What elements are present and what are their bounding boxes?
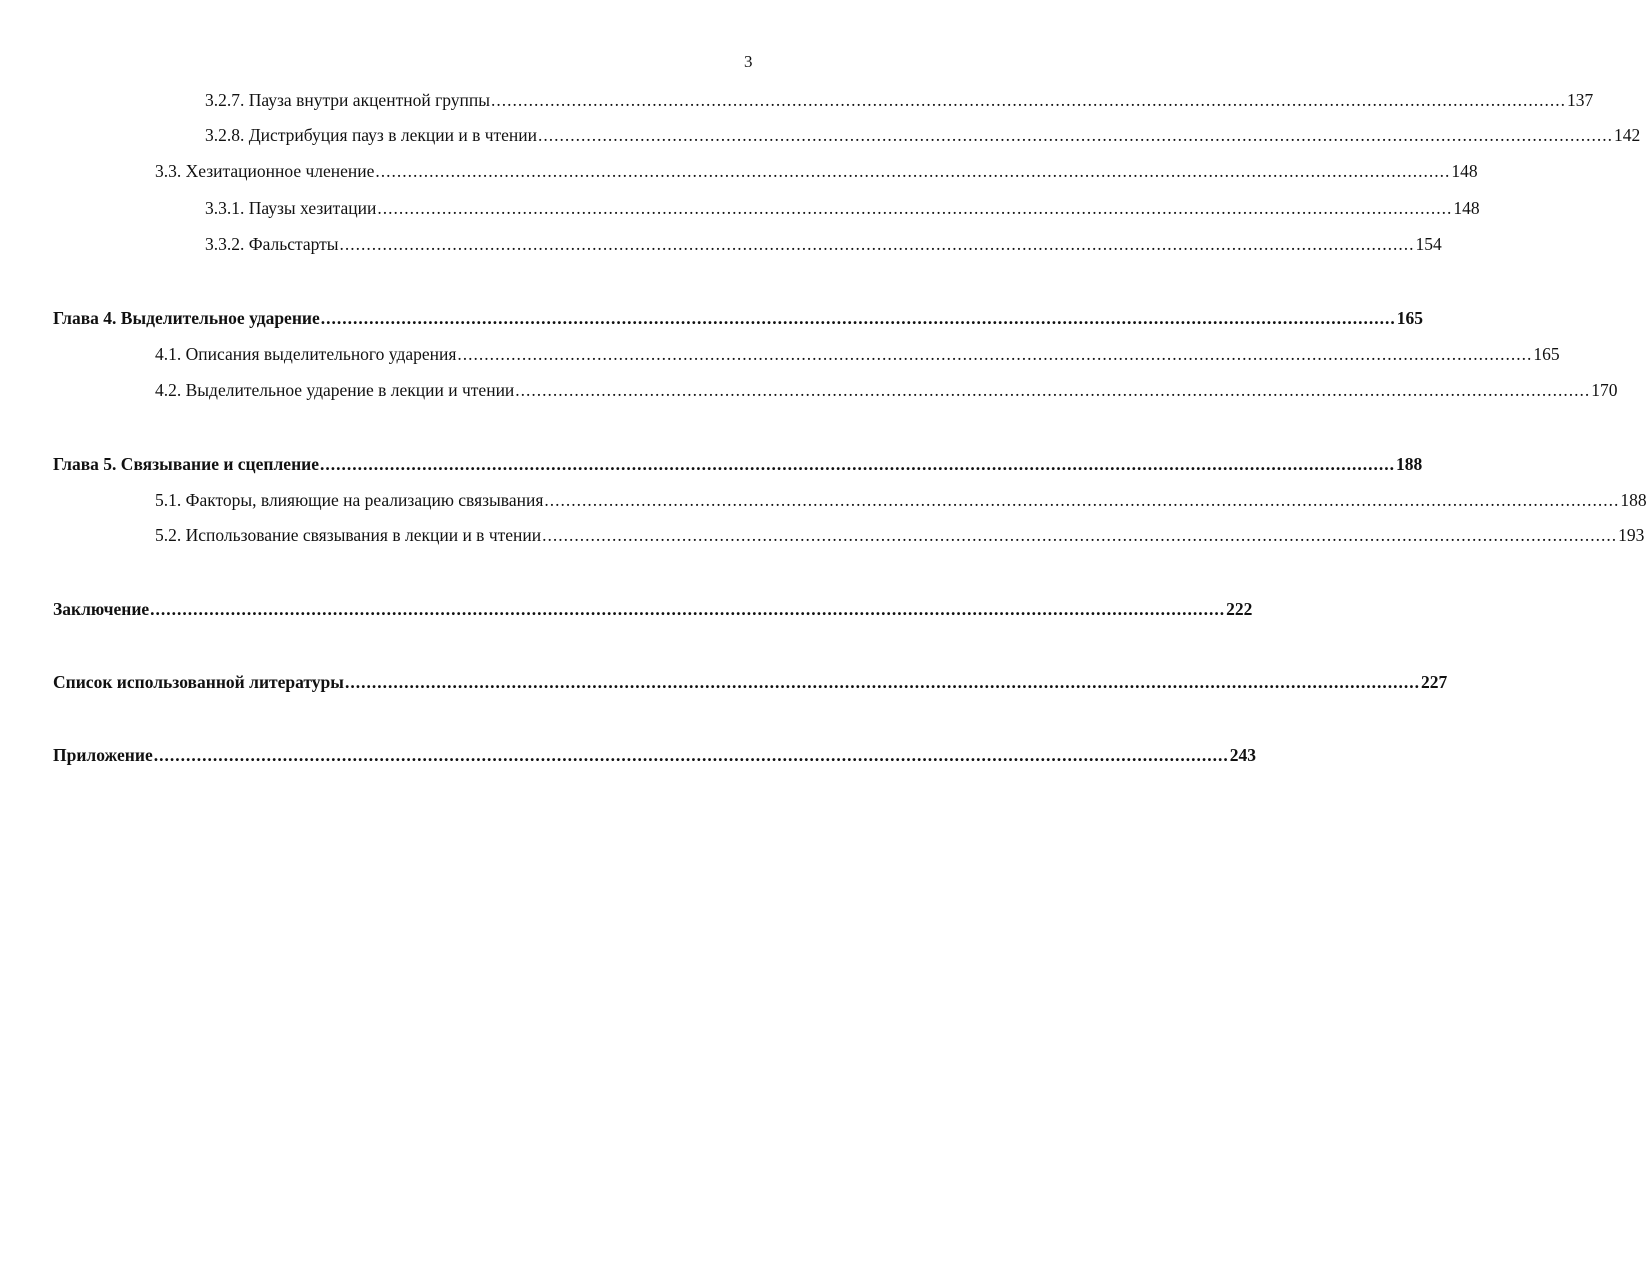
toc-entry-title: Список использованной литературы <box>53 672 344 692</box>
dot-leader: ........................................................................................................................................................................................................ <box>153 745 1229 765</box>
dot-leader: ........................................................................................................................................................................................................ <box>377 198 1453 218</box>
dot-leader: ........................................................................................................................................................................................................ <box>320 308 1396 328</box>
toc-entry-page: 148 <box>1453 198 1480 218</box>
toc-entry-title: Глава 4. Выделительное ударение <box>53 308 320 328</box>
toc-bibliography <box>53 670 1448 694</box>
toc-entry-3-2-7 <box>205 88 1594 112</box>
toc-entry-title: 3.2.7. Пауза внутри акцентной группы <box>205 90 491 110</box>
toc-entry-title: 4.2. Выделительное ударение в лекции и чтении <box>155 380 515 400</box>
toc-entry-3-3-2 <box>205 232 1442 256</box>
page-number: 3 <box>744 52 753 71</box>
toc-entry-page: 154 <box>1415 234 1442 254</box>
toc-entry-title: Глава 5. Связывание и сцепление <box>53 454 320 474</box>
toc-entry-3-3-1 <box>205 196 1480 220</box>
dot-leader: ........................................................................................................................................................................................................ <box>344 672 1420 692</box>
dot-leader: ........................................................................................................................................................................................................ <box>544 490 1620 510</box>
toc-entry-page: 193 <box>1618 525 1645 545</box>
toc-entry-page: 170 <box>1591 380 1618 400</box>
toc-entry-title: 5.2. Использование связывания в лекции и в чтении <box>155 525 542 545</box>
toc-entry-title: 3.3.1. Паузы хезитации <box>205 198 377 218</box>
toc-entry-page: 165 <box>1396 308 1424 328</box>
toc-entry-title: 3.3.2. Фальстарты <box>205 234 339 254</box>
toc-entry-title: Заключение <box>53 599 150 619</box>
dot-leader: ........................................................................................................................................................................................................ <box>542 525 1618 545</box>
dot-leader: ........................................................................................................................................................................................................ <box>491 90 1567 110</box>
dot-leader: ........................................................................................................................................................................................................ <box>150 599 1226 619</box>
toc-entry-4-1 <box>155 342 1560 366</box>
toc-conclusion <box>53 597 1253 621</box>
dot-leader: ........................................................................................................................................................................................................ <box>538 125 1614 145</box>
toc-entry-title: 3.2.8. Дистрибуция пауз в лекции и в чтении <box>205 125 538 145</box>
toc-entry-page: 188 <box>1620 490 1647 510</box>
toc-entry-page: 148 <box>1451 161 1478 181</box>
toc-entry-page: 188 <box>1396 454 1423 474</box>
toc-entry-page: 137 <box>1567 90 1594 110</box>
toc-entry-3-3 <box>155 159 1478 183</box>
toc-entry-page: 243 <box>1229 745 1256 765</box>
toc-entry-page: 142 <box>1614 125 1641 145</box>
toc-entry-5-2 <box>155 523 1645 547</box>
dot-leader: ........................................................................................................................................................................................................ <box>375 161 1451 181</box>
dot-leader: ........................................................................................................................................................................................................ <box>320 454 1396 474</box>
toc-appendix <box>53 743 1256 767</box>
dot-leader: ........................................................................................................................................................................................................ <box>339 234 1415 254</box>
toc-entry-4-2 <box>155 378 1618 402</box>
toc-entry-page: 165 <box>1533 344 1560 364</box>
toc-entry-title: 3.3. Хезитационное членение <box>155 161 375 181</box>
dot-leader: ........................................................................................................................................................................................................ <box>457 344 1533 364</box>
toc-entry-title: 5.1. Факторы, влияющие на реализацию связывания <box>155 490 544 510</box>
toc-entry-page: 222 <box>1226 599 1253 619</box>
toc-entry-3-2-8 <box>205 123 1641 147</box>
toc-chapter-4 <box>53 306 1424 330</box>
dot-leader: ........................................................................................................................................................................................................ <box>515 380 1591 400</box>
toc-entry-title: Приложение <box>53 745 153 765</box>
toc-chapter-5 <box>53 452 1423 476</box>
toc-entry-page: 227 <box>1420 672 1448 692</box>
toc-entry-5-1 <box>155 488 1647 512</box>
toc-entry-title: 4.1. Описания выделительного ударения <box>155 344 457 364</box>
